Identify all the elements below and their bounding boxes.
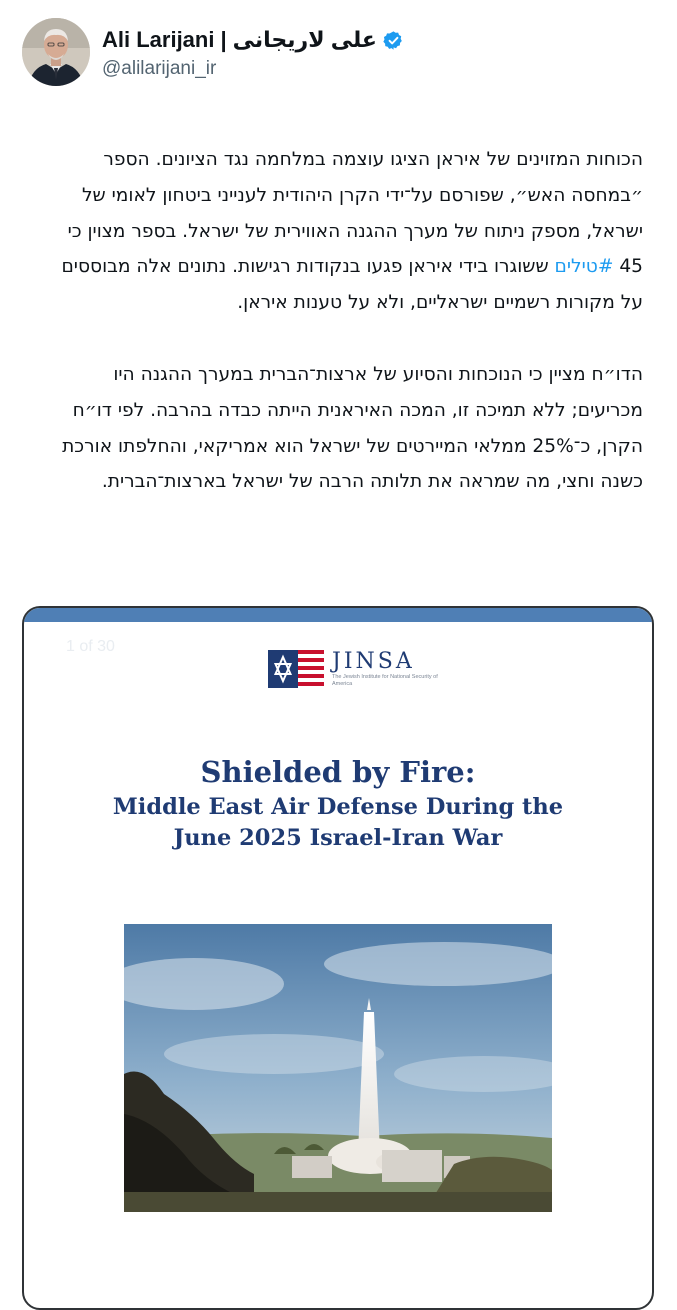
paragraph1-after: ששוגרו בידי איראן פגעו בנקודות רגישות. נתונים אלה מבוססים על מקורות רשמיים ישראליים, ולא על טענות איראן. bbox=[61, 256, 643, 314]
card-topbar bbox=[24, 608, 652, 622]
report-title: Shielded by Fire: bbox=[200, 755, 476, 789]
report-subtitle-line-2: June 2025 Israel-Iran War bbox=[173, 825, 503, 851]
logo-word: JINSA bbox=[332, 649, 415, 674]
name-separator: | bbox=[220, 27, 227, 52]
author-display-name[interactable] bbox=[102, 26, 404, 54]
tweet-paragraph-2: הדו״ח מציין כי הנוכחות והסיוע של ארצות־הברית במערך ההגנה היו מכריעים; ללא תמיכה זו, המכה האיראנית הייתה כבדה בהרבה. לפי דו״ח הקרן, כ־25% ממלאי המיירטים של ישראל הוא אמריקאי, והחלפתו אורכת כשנה וחצי, מה שמראה את תלותה הרבה של ישראל בארצות־הברית. bbox=[62, 363, 643, 493]
report-subtitle-line-1: Middle East Air Defense During the bbox=[112, 794, 564, 820]
hashtag-link[interactable]: #טילים bbox=[554, 256, 614, 278]
paragraph1-before: הכוחות המזוינים של איראן הציגו עוצמה במלחמה נגד הציונים. הספר ״במחסה האש״, שפורסם על־ידי הקרן היהודית לענייני ביטחון לאומי של ישראל, מספק ניתוח של מערך ההגנה האווירית של ישראל. בספר מצוין כי 45 bbox=[67, 149, 643, 278]
report-subtitle bbox=[24, 792, 652, 854]
author-avatar[interactable] bbox=[22, 18, 90, 86]
author-name-fa: علی لاریجانی bbox=[232, 27, 377, 52]
tweet-paragraph-1 bbox=[40, 142, 643, 321]
logo-subtitle: The Jewish Institute for National Security of America bbox=[332, 674, 438, 687]
jinsa-flag-logo-icon bbox=[268, 650, 324, 688]
author-name-en: Ali Larijani bbox=[102, 27, 215, 52]
page-counter: 1 of 30 bbox=[66, 638, 115, 655]
verified-badge-icon bbox=[383, 30, 404, 51]
logo-text bbox=[332, 650, 442, 688]
author-handle[interactable]: @alilarijani_ir bbox=[102, 58, 217, 79]
author-names bbox=[102, 26, 404, 82]
person-avatar-icon bbox=[22, 18, 90, 86]
tweet-header bbox=[22, 18, 662, 90]
attached-document-card[interactable] bbox=[22, 606, 654, 1310]
missile-launch-photo bbox=[124, 924, 552, 1212]
jinsa-logo bbox=[268, 650, 442, 688]
tweet-text bbox=[40, 142, 643, 500]
